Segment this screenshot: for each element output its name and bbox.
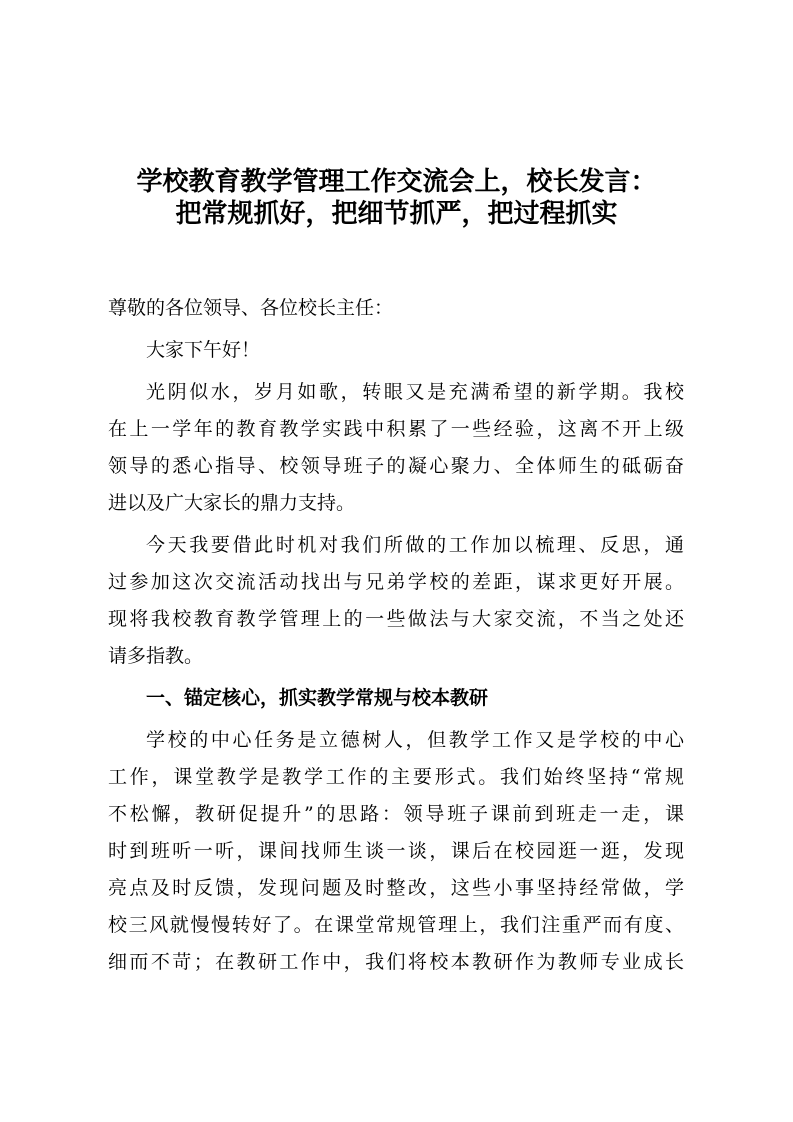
section-heading [108,680,684,717]
document-body [108,290,684,986]
text-line: 过参加这次交流活动找出与兄弟学校的差距，谋求更好开展。 [108,571,684,593]
section-heading-text: 一、锚定核心，抓实教学常规与校本教研 [146,687,489,709]
text-line: 校三风就慢慢转好了。在课堂常规管理上，我们注重严而有度、 [108,914,684,936]
text-line: 时到班听一听，课间找师生谈一谈，课后在校园逛一逛，发现 [108,840,684,862]
text-line: 在上一学年的教育教学实践中积累了一些经验，这离不开上级 [108,418,684,440]
paragraph-2 [108,527,684,675]
paragraph-3 [108,722,684,981]
text-line: 进以及广大家长的鼎力支持。 [108,492,356,514]
text-line: 光阴似水，岁月如歌，转眼又是充满希望的新学期。我校 [146,381,684,403]
text-line: 现将我校教育教学管理上的一些做法与大家交流，不当之处还 [108,608,684,630]
greeting-line: 大家下午好！ [146,339,261,361]
title-line-2: 把常规抓好，把细节抓严，把过程抓实 [175,199,618,229]
text-line: 今天我要借此时机对我们所做的工作加以梳理、反思，通 [146,534,684,556]
document-title [0,166,793,230]
salutation [108,290,684,327]
text-line: 亮点及时反馈，发现问题及时整改，这些小事坚持经常做，学 [108,877,684,899]
title-line-1: 学校教育教学管理工作交流会上，校长发言： [136,167,657,197]
greeting [108,332,684,369]
text-line: 领导的悉心指导、校领导班子的凝心聚力、全体师生的砥砺奋 [108,455,684,477]
text-line: 不松懈，教研促提升”的思路：领导班子课前到班走一走，课 [108,803,684,825]
paragraph-1 [108,374,684,522]
text-line: 请多指教。 [108,645,204,667]
salutation-line: 尊敬的各位领导、各位校长主任： [108,297,394,319]
text-line: 细而不苛；在教研工作中，我们将校本教研作为教师专业成长 [108,951,684,973]
text-line: 工作，课堂教学是教学工作的主要形式。我们始终坚持“常规 [108,766,684,788]
text-line: 学校的中心任务是立德树人，但教学工作又是学校的中心 [146,729,684,751]
